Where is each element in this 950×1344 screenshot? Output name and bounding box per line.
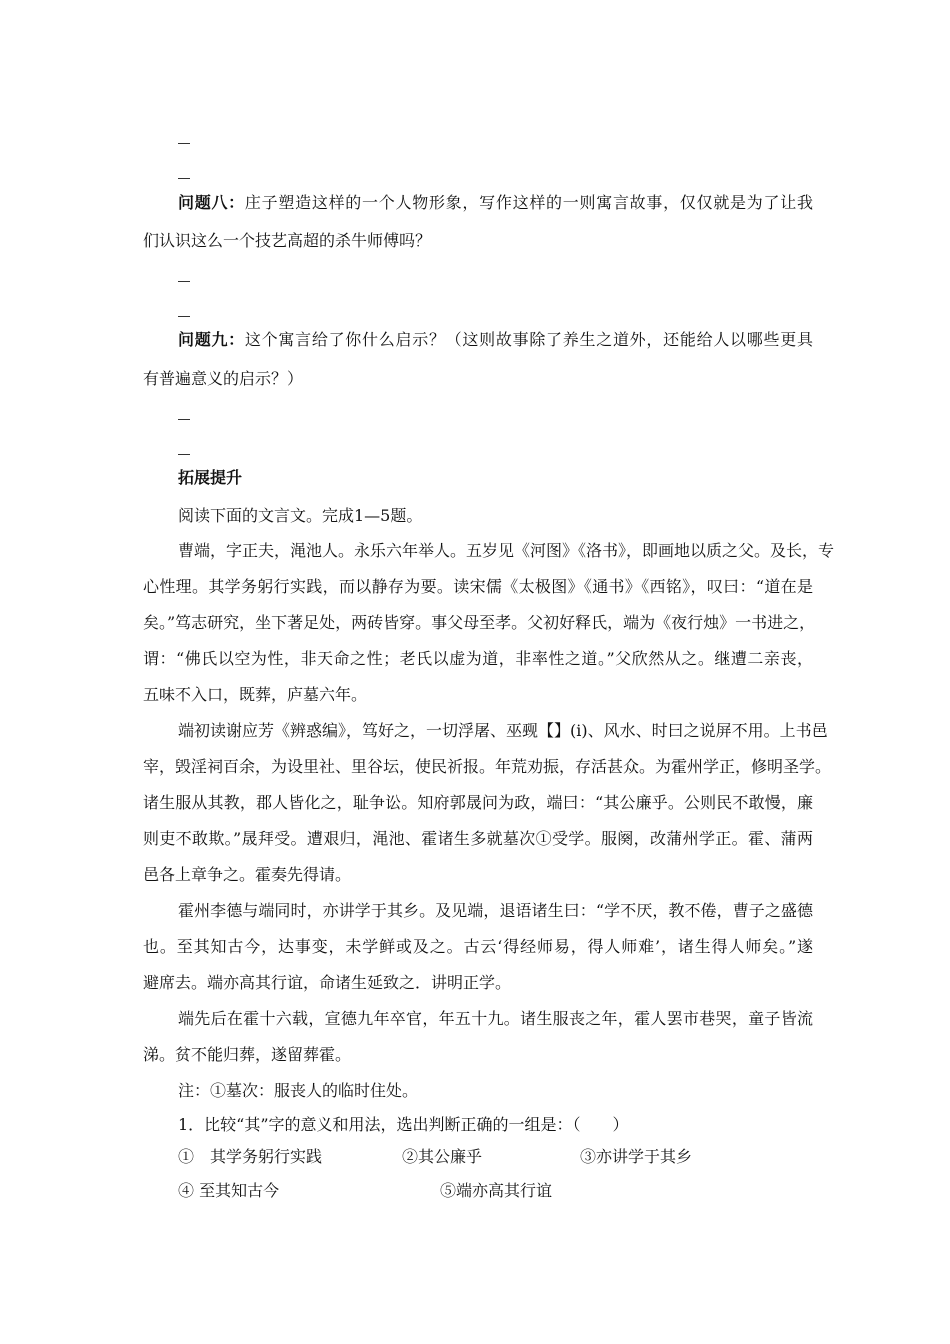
blank-answer-line [178, 178, 190, 179]
instruction: 阅读下面的文言文。完成1—5题。 [178, 506, 423, 525]
question-9-line2: 有普遍意义的启示？） [143, 369, 304, 388]
option-3: ③亦讲学于其乡 [580, 1147, 693, 1166]
passage-line: 端先后在霍十六载，宣德九年卒官，年五十九。诸生服丧之年，霍人罢市巷哭，童子皆流 [178, 1009, 813, 1028]
blank-answer-line [178, 316, 190, 317]
passage-line: 诸生服从其教，郡人皆化之，耻争讼。知府郭晟问为政，端曰：“其公廉乎。公则民不敢慢，廉 [143, 793, 813, 812]
passage-line: 则吏不敢欺。”晟拜受。遭艰归，渑池、霍诸生多就墓次①受学。服阕，改蒲州学正。霍、蒲两 [143, 829, 813, 848]
option-4: ④ 至其知古今 [178, 1181, 280, 1200]
blank-answer-line [178, 281, 190, 282]
footnote: 注：①墓次：服丧人的临时住处。 [178, 1081, 419, 1100]
passage-line: 谓：“佛氏以空为性，非天命之性；老氏以虚为道，非率性之道。”父欣然从之。继遭二亲丧， [143, 649, 813, 668]
section-title: 拓展提升 [178, 468, 243, 487]
passage-line: 五味不入口，既葬，庐墓六年。 [143, 685, 368, 704]
passage-line: 也。至其知古今，达事变，未学鲜或及之。古云‘得经师易，得人师难’，诸生得人师矣。”遂 [143, 937, 813, 956]
blank-answer-line [178, 454, 190, 455]
passage-line: 曹端，字正夫，渑池人。永乐六年举人。五岁见《河图》《洛书》，即画地以质之父。及长，专 [178, 541, 835, 560]
question-9-line1: 问题九：这个寓言给了你什么启示？（这则故事除了养生之道外，还能给人以哪些更具 [178, 330, 813, 349]
blank-answer-line [178, 419, 190, 420]
question-8-label: 问题八： [178, 193, 245, 212]
blank-answer-line [178, 143, 190, 144]
question-9-label: 问题九： [178, 330, 245, 349]
passage-line: 避席去。端亦高其行谊，命诸生延致之．讲明正学。 [143, 973, 512, 992]
passage-line: 霍州李德与端同时，亦讲学于其乡。及见端，退语诸生曰：“学不厌，教不倦，曹子之盛德 [178, 901, 813, 920]
option-5: ⑤端亦高其行谊 [440, 1181, 553, 1200]
passage-line: 涕。贫不能归葬，遂留葬霍。 [143, 1045, 352, 1064]
question-8-line2: 们认识这么一个技艺高超的杀牛师傅吗？ [143, 231, 432, 250]
passage-line: 宰，毁淫祠百余，为设里社、里谷坛，使民祈报。年荒劝振，存活甚众。为霍州学正，修明圣学。 [143, 757, 832, 776]
option-2: ②其公廉乎 [402, 1147, 483, 1166]
passage-line: 矣。”笃志研究，坐下著足处，两砖皆穿。事父母至孝。父初好释氏，端为《夜行烛》一书进之， [143, 613, 816, 632]
question-1: 1．比较“其”字的意义和用法，选出判断正确的一组是：（ ） [178, 1115, 629, 1134]
passage-line: 端初读谢应芳《辨惑编》，笃好之，一切浮屠、巫觋【】(i)、风水、时曰之说屏不用。上书邑 [178, 721, 828, 740]
option-1: ① 其学务躬行实践 [178, 1147, 323, 1166]
question-8-line1: 问题八：庄子塑造这样的一个人物形象，写作这样的一则寓言故事，仅仅就是为了让我 [178, 193, 813, 212]
passage-line: 邑各上章争之。霍奏先得请。 [143, 865, 352, 884]
passage-line: 心性理。其学务躬行实践，而以静存为要。读宋儒《太极图》《通书》《西铭》，叹曰：“道在是 [143, 577, 813, 596]
